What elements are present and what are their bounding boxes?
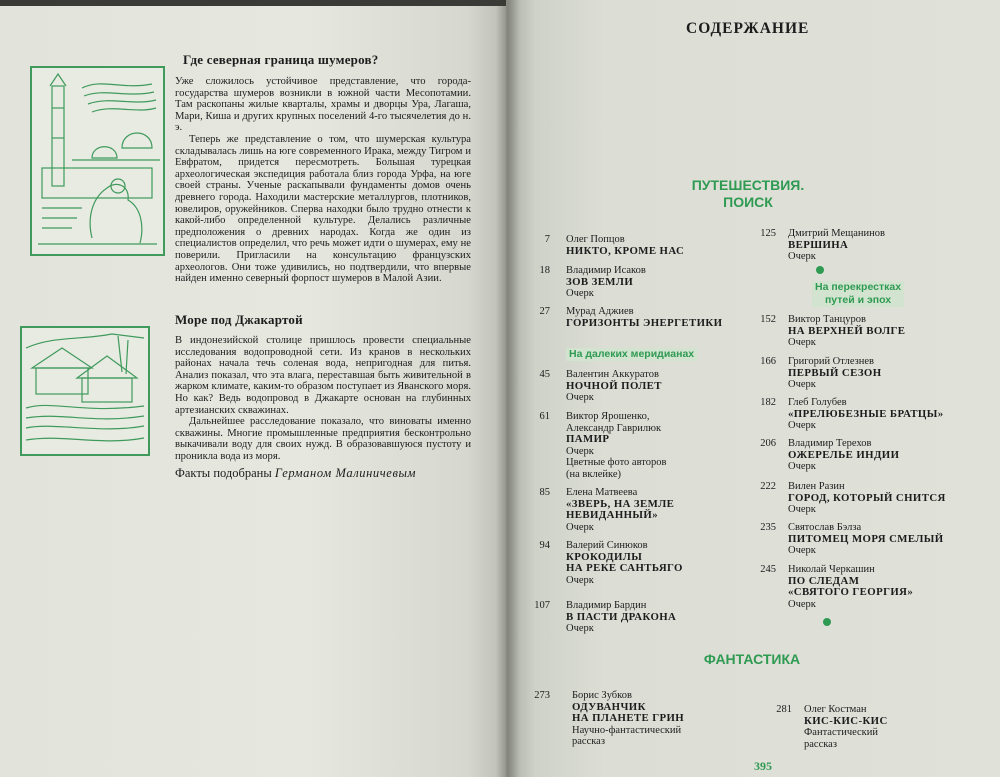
entry-author: Владимир Бардин [566,600,647,611]
entry-title: КИС-КИС-КИС [804,714,888,727]
toc-entry [536,265,756,300]
entry-author: Дмитрий Мещанинов [788,228,885,239]
toc-entry [756,314,986,349]
right-page [506,0,1000,777]
toc-entry [536,487,756,533]
entry-author: Олег Костман [804,704,867,715]
entry-author: Виктор Ярошенко, [566,411,650,422]
entry-genre: Очерк [566,574,594,586]
book-gutter [496,0,520,777]
toc-entry [536,369,756,404]
toc-entry [756,481,996,516]
entry-title: В ПАСТИ ДРАКОНА [566,610,677,623]
entry-genre: Очерк [788,504,816,515]
section-travel-line1: ПУТЕШЕСТВИЯ. [691,177,805,193]
paragraph: В индонезийской столице пришлось провести специальные исследования водопроводной сети. Из кранов в нескольких районах начала течь соленая вода, непригодная для питья. Анализ показал, что эта влага, переставшая быть живительной в жарком климате, каким-то образом поступает из Яванского моря. Но как? Ведь водопровод в Джакарте основан на глубинных артезианских скважинах. [175,335,471,416]
entry-genre: Очерк [788,598,816,610]
paragraph: Дальнейшее расследование показало, что виноваты именно скважины. Многие промышленные предприятия бесконтрольно выкачивали воду для своих нужд. В образовавшуюся пустоту и проникла вода из моря. [175,416,471,462]
credits-prefix: Факты подобраны [175,466,272,480]
section-fantasy: ФАНТАСТИКА [703,651,801,667]
toc-entry [756,522,996,557]
entry-page: 18 [539,265,550,276]
toc-entry [536,306,766,329]
entry-author: Глеб Голубев [788,397,847,408]
entry-title: КРОКОДИЛЫ [566,550,643,563]
entry-page: 107 [534,600,550,611]
jakarta-illustration [20,326,150,456]
entry-title-2: НА ПЛАНЕТЕ ГРИН [572,712,685,724]
entry-title: НИКТО, КРОМЕ НАС [566,244,685,257]
entry-genre: Очерк [788,379,816,390]
entry-genre: Очерк [788,251,816,262]
entry-title: «ЗВЕРЬ, НА ЗЕМЛЕ [566,497,675,510]
entry-page: 27 [539,306,550,317]
toc-entry [768,704,988,750]
entry-title: НА ВЕРХНЕЙ ВОЛГЕ [788,324,906,337]
entry-page: 152 [760,314,776,325]
entry-note-2: (на вклейке) [566,468,621,480]
entry-genre: Очерк [566,521,594,533]
entry-title: ГОРИЗОНТЫ ЭНЕРГЕТИКИ [566,316,723,329]
entry-genre: Научно-фантастический [572,724,682,736]
subsection-crossroads [812,281,904,307]
credits [175,466,416,481]
entry-genre: Очерк [566,288,594,299]
entry-genre: Очерк [566,623,594,634]
entry-genre: Фантастический [804,727,879,738]
subsection-crossroads-line1: На перекрестках [815,281,902,293]
toc-entry [526,690,756,748]
bullet-dot [816,266,824,274]
entry-page: 281 [776,704,792,715]
entry-genre-2: рассказ [804,738,837,750]
jakarta-illustration-svg [22,328,148,454]
article-title-jakarta: Море под Джакартой [175,312,303,327]
entry-genre: Очерк [788,420,816,431]
entry-page: 125 [760,228,776,239]
entry-author-2: Александр Гаврилюк [566,422,662,434]
entry-genre: Очерк [788,545,816,556]
entry-title: ВЕРШИНА [788,238,849,251]
entry-page: 45 [539,369,550,380]
section-travel-line2: ПОИСК [723,194,773,210]
entry-author: Валерий Синюков [566,540,648,551]
entry-genre-2: рассказ [572,736,605,747]
entry-title-2: НА РЕКЕ САНТЬЯГО [566,562,683,574]
section-travel [678,177,818,211]
minaret-illustration-svg [32,68,163,254]
entry-title: ПАМИР [566,433,610,445]
toc-entry [536,600,756,635]
entry-author: Олег Попцов [566,234,625,245]
entry-title: ОЖЕРЕЛЬЕ ИНДИИ [788,448,900,461]
contents-title: СОДЕРЖАНИЕ [686,20,810,37]
entry-title: «ПРЕЛЮБЕЗНЫЕ БРАТЦЫ» [788,407,944,420]
entry-page: 245 [760,564,776,575]
entry-genre: Очерк [788,461,816,472]
entry-title: НОЧНОЙ ПОЛЕТ [566,379,662,392]
entry-note: Цветные фото авторов [566,457,667,468]
entry-title-2: «СВЯТОГО ГЕОРГИЯ» [788,586,914,598]
toc-entry [536,234,756,257]
entry-title: ОДУВАНЧИК [572,700,646,713]
entry-page: 273 [534,690,550,701]
entry-page: 182 [760,397,776,408]
entry-page: 235 [760,522,776,533]
entry-page: 206 [760,438,776,449]
toc-entry [756,228,986,263]
paragraph: Теперь же представление о том, что шумерская культура складывалась лишь на юге современного Ирака, между Тигром и Евфратом, придется пересмотреть. Большая турецкая археологическая экспедиция работала близ города Урфа, на юге своей страны. Ученые раскапывали фундаменты домов очень древнего города. Находили мастерские металлургов, плотников, ювелиров, оружейников. Сперва находки было трудно отнести к какой-либо определенной культуре. Делались различные предположения о древних народах. Когда же один из специалистов определил, что речь может идти о шумерах, ему не поверили. Пригласили на консультацию французских археологов. Они тоже удивились, но подтвердили, что впервые найден именно северный форпост шумеров в Малой Азии. [175,133,471,285]
entry-author: Владимир Исаков [566,265,646,276]
bullet-dot [823,618,831,626]
entry-title: ГОРОД, КОТОРЫЙ СНИТСЯ [788,491,946,504]
credits-name: Германом Малиничевым [274,466,417,480]
entry-page: 94 [539,540,550,551]
article-body-jakarta [175,335,471,463]
subsection-crossroads-line2: путей и эпох [824,294,892,306]
entry-title-2: НЕВИДАННЫЙ» [566,509,659,521]
entry-genre: Очерк [566,392,594,403]
paragraph: Уже сложилось устойчивое представление, что города-государства шумеров возникли в южной части Месопотамии. Там раскопаны жилые кварталы, храмы и дворцы Ура, Лагаша, Мари, Киша и других крупных поселений 4-го тысячелетия до н. э. [175,76,471,134]
toc-entry [536,411,756,480]
minaret-illustration [30,66,165,256]
entry-author: Валентин Аккуратов [566,369,659,380]
entry-author: Святослав Бэлза [788,522,862,533]
entry-genre: Очерк [566,445,594,457]
entry-author: Григорий Отлезнев [788,356,875,367]
entry-author: Борис Зубков [572,690,632,701]
entry-author: Елена Матвеева [566,487,638,498]
toc-entry [756,356,986,391]
entry-author: Мурад Аджиев [566,306,634,317]
toc-entry [756,564,986,610]
page-number: 395 [754,759,772,773]
toc-entry [756,438,986,473]
entry-page: 7 [544,234,550,245]
toc-entry [756,397,996,432]
left-page [0,6,508,777]
entry-title: ЗОВ ЗЕМЛИ [566,275,634,288]
entry-author: Виктор Танцуров [788,314,866,325]
entry-page: 85 [539,487,550,498]
entry-author: Владимир Терехов [788,438,872,449]
article-title-sumerians: Где северная граница шумеров? [183,52,379,67]
entry-author: Николай Черкашин [788,564,875,575]
entry-author: Вилен Разин [788,481,845,492]
entry-title: ПЕРВЫЙ СЕЗОН [788,366,882,379]
subsection-far-meridians: На далеких меридианах [566,348,697,361]
entry-genre: Очерк [788,337,816,348]
entry-title: ПИТОМЕЦ МОРЯ СМЕЛЫЙ [788,532,944,545]
entry-page: 222 [760,481,776,492]
entry-title: ПО СЛЕДАМ [788,574,860,587]
article-body-sumerians [175,76,471,285]
toc-entry [536,540,756,586]
entry-page: 61 [539,411,550,422]
entry-page: 166 [760,356,776,367]
